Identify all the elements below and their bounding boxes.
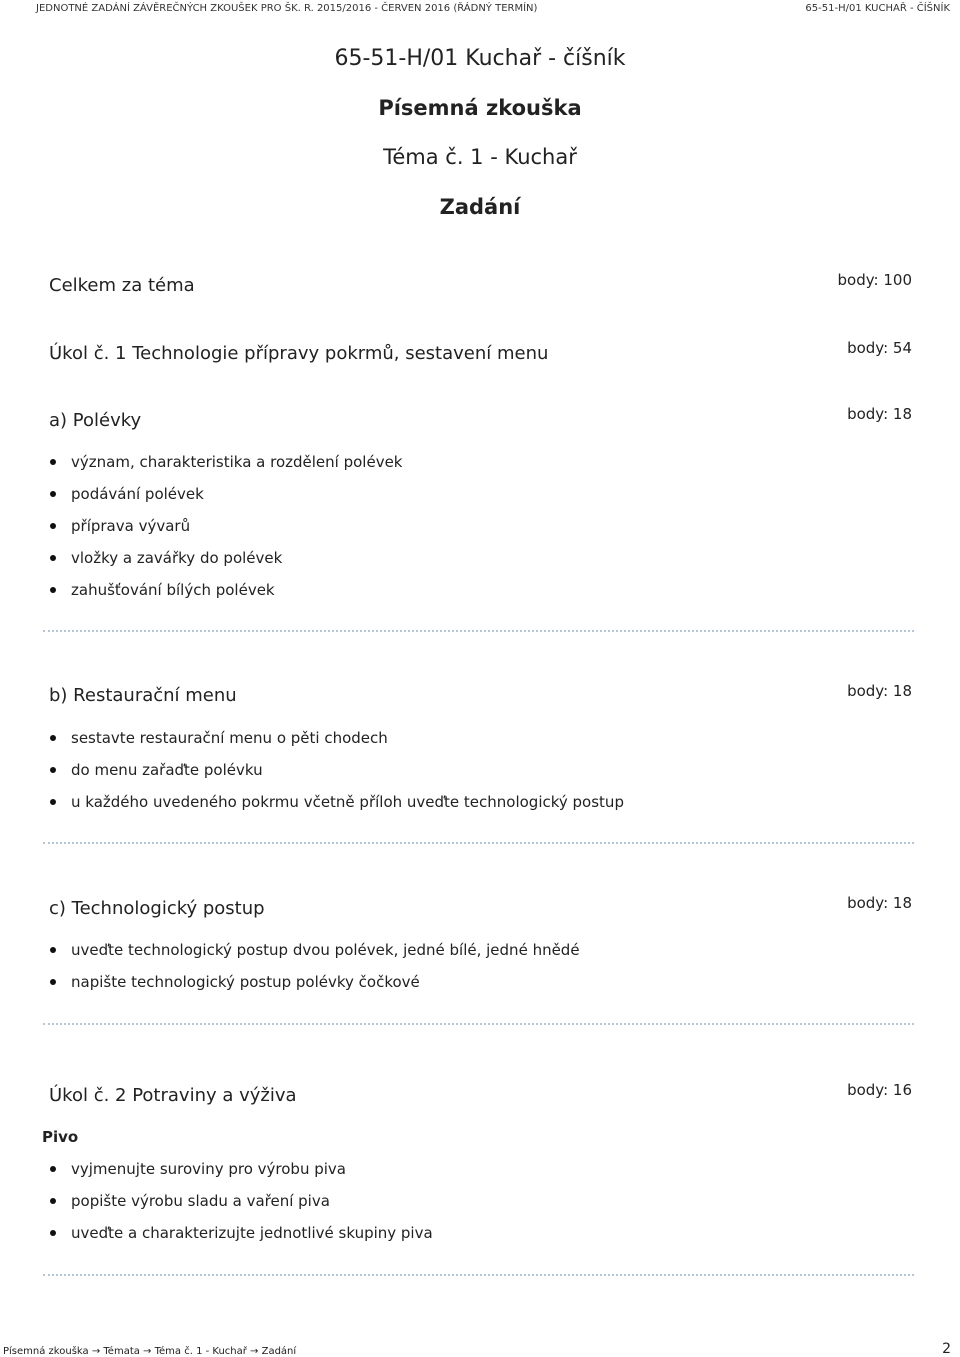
task2-list (48, 1158, 433, 1254)
section-b-points: body: 18 (847, 682, 912, 700)
task2-subtitle: Pivo (42, 1128, 79, 1146)
section-divider (43, 1023, 914, 1025)
section-a-points: body: 18 (847, 405, 912, 423)
assignment-title: Zadání (439, 195, 521, 219)
task1-points: body: 54 (847, 339, 912, 357)
list-item: sestavte restaurační menu o pěti chodech (48, 727, 624, 759)
section-a-list (48, 451, 402, 611)
list-item: příprava vývarů (48, 515, 402, 547)
topic-title: Téma č. 1 - Kuchař (383, 145, 577, 169)
total-label: Celkem za téma (49, 275, 195, 296)
list-item: podávání polévek (48, 483, 402, 515)
list-item: uveďte a charakterizujte jednotlivé skupiny piva (48, 1222, 433, 1254)
page-number: 2 (942, 1341, 951, 1357)
section-b-title: b) Restaurační menu (49, 685, 237, 706)
list-item: zahušťování bílých polévek (48, 579, 402, 611)
task2-points: body: 16 (847, 1081, 912, 1099)
section-b-list (48, 727, 624, 823)
list-item: napište technologický postup polévky čočkové (48, 971, 580, 1003)
document-code: 65-51-H/01 Kuchař - číšník (334, 46, 626, 71)
list-item: popište výrobu sladu a vaření piva (48, 1190, 433, 1222)
list-item: vložky a zavářky do polévek (48, 547, 402, 579)
list-item: význam, charakteristika a rozdělení polévek (48, 451, 402, 483)
page-header-right: 65-51-H/01 KUCHAŘ - ČÍŠNÍK (805, 3, 950, 14)
section-c-points: body: 18 (847, 894, 912, 912)
list-item: vyjmenujte suroviny pro výrobu piva (48, 1158, 433, 1190)
section-divider (43, 1274, 914, 1276)
footer-breadcrumb: Písemná zkouška → Témata → Téma č. 1 - Kuchař → Zadání (3, 1346, 297, 1357)
task2-title: Úkol č. 2 Potraviny a výživa (49, 1085, 297, 1106)
task1-title: Úkol č. 1 Technologie přípravy pokrmů, sestavení menu (49, 343, 549, 364)
list-item: do menu zařaďte polévku (48, 759, 624, 791)
total-points: body: 100 (837, 271, 912, 289)
section-a-title: a) Polévky (49, 410, 142, 431)
page-header-left: JEDNOTNÉ ZADÁNÍ ZÁVĚREČNÝCH ZKOUŠEK PRO ŠK. R. 2015/2016 - ČERVEN 2016 (ŘÁDNÝ TERMÍN) (36, 3, 538, 14)
section-divider (43, 630, 914, 632)
section-c-title: c) Technologický postup (49, 898, 265, 919)
section-divider (43, 842, 914, 844)
exam-title: Písemná zkouška (378, 96, 582, 120)
section-c-list (48, 939, 580, 1003)
list-item: u každého uvedeného pokrmu včetně příloh uveďte technologický postup (48, 791, 624, 823)
list-item: uveďte technologický postup dvou polévek, jedné bílé, jedné hnědé (48, 939, 580, 971)
